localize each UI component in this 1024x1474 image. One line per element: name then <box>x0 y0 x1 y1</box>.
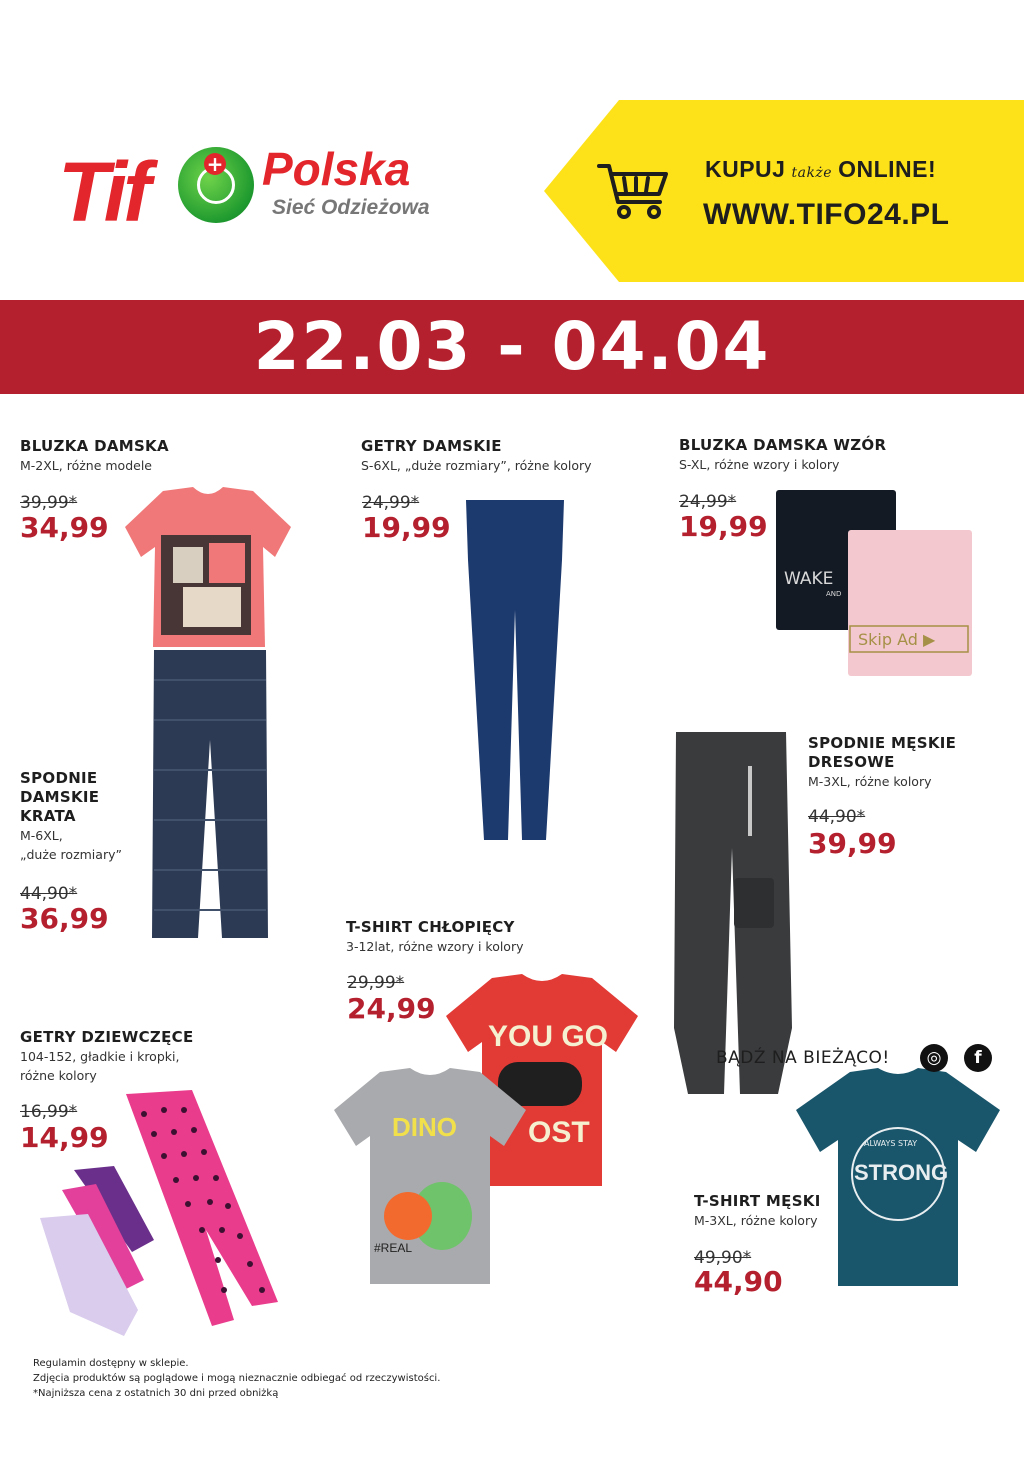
footer-note: Zdjęcia produktów są poglądowe i mogą nieznacznie odbiegać od rzeczywistości. <box>33 1373 441 1384</box>
instagram-icon[interactable]: ◎ <box>920 1044 948 1072</box>
product-new-price: 34,99 <box>20 511 109 544</box>
shirt-print-you-go: YOU GO <box>488 1020 609 1053</box>
patterned-blouses-image <box>774 488 974 678</box>
product-desc: „duże rozmiary” <box>20 847 122 862</box>
logo-tif-text: Tif <box>58 145 148 239</box>
product-desc: różne kolory <box>20 1068 97 1083</box>
product-mens-tracksuit-trousers[interactable] <box>808 734 956 791</box>
product-desc: M-3XL, różne kolory <box>694 1213 818 1228</box>
womens-leggings-image <box>460 500 570 850</box>
footer-notes <box>33 1356 440 1401</box>
product-old-price: 44,90* <box>20 884 78 904</box>
product-old-price: 24,99* <box>362 493 420 513</box>
shirt-print-wake: WAKE <box>784 569 834 589</box>
shirt-print-ost: OST <box>528 1116 590 1149</box>
product-name: BLUZKA DAMSKA <box>20 437 169 455</box>
product-name: GETRY DAMSKIE <box>361 437 502 455</box>
product-old-price: 24,99* <box>679 492 737 512</box>
product-name-line: DAMSKIE <box>20 788 100 806</box>
shop-online-prefix: KUPUJ <box>705 156 786 182</box>
product-desc: M-2XL, różne modele <box>20 458 152 473</box>
boys-tshirt-grey-image <box>330 1066 530 1288</box>
womens-plaid-trousers-image <box>150 650 270 942</box>
product-old-price: 39,99* <box>20 493 78 513</box>
stay-updated-text: BĄDŹ NA BIEŻĄCO! <box>716 1048 890 1068</box>
promo-date-range: 22.03 - 04.04 <box>253 308 771 385</box>
product-desc: M-6XL, <box>20 828 63 843</box>
product-new-price: 36,99 <box>20 902 109 935</box>
website-link[interactable]: WWW.TIFO24.PL <box>703 198 950 231</box>
product-name-line: DRESOWE <box>808 753 895 771</box>
logo-circle-icon <box>178 147 254 223</box>
product-new-price: 19,99 <box>679 510 768 543</box>
shop-online-suffix: ONLINE! <box>838 156 937 182</box>
product-old-price: 29,99* <box>347 973 405 993</box>
product-desc: S-6XL, „duże rozmiary”, różne kolory <box>361 458 592 473</box>
shirt-print-and: AND <box>826 590 842 598</box>
product-womens-leggings[interactable] <box>361 437 592 475</box>
product-name: GETRY DZIEWCZĘCE <box>20 1028 194 1046</box>
logo-subtitle: Sieć Odzieżowa <box>272 196 430 219</box>
product-desc: M-3XL, różne kolory <box>808 774 932 789</box>
footer-note: Regulamin dostępny w sklepie. <box>33 1358 189 1369</box>
product-new-price: 24,99 <box>347 992 436 1025</box>
shirt-print-skip-ad: Skip Ad ▶ <box>858 630 936 649</box>
product-new-price: 19,99 <box>362 511 451 544</box>
product-name: T-SHIRT MĘSKI <box>694 1192 821 1210</box>
product-new-price: 44,90 <box>694 1265 783 1298</box>
shop-online-text <box>705 156 936 183</box>
product-new-price: 14,99 <box>20 1121 109 1154</box>
product-patterned-blouse[interactable] <box>679 436 886 474</box>
shopping-cart-icon <box>596 160 670 222</box>
product-name-line: SPODNIE <box>20 769 98 787</box>
facebook-icon[interactable]: f <box>964 1044 992 1072</box>
product-desc: 104-152, gładkie i kropki, <box>20 1049 180 1064</box>
logo-plus-glyph: + <box>204 153 226 175</box>
product-old-price: 44,90* <box>808 807 866 827</box>
shirt-print-strong: STRONG <box>854 1160 949 1185</box>
shirt-print-real: #REAL <box>374 1241 413 1255</box>
mens-tracksuit-trousers-image <box>668 728 796 1100</box>
shirt-print-dino: DINO <box>392 1112 457 1142</box>
womens-blouse-image <box>123 487 293 667</box>
product-old-price: 49,90* <box>694 1248 752 1268</box>
product-name-line: KRATA <box>20 807 76 825</box>
product-girls-leggings[interactable] <box>20 1028 194 1085</box>
product-name: BLUZKA DAMSKA WZÓR <box>679 436 887 454</box>
shirt-print-always-stay: ALWAYS STAY <box>864 1139 918 1148</box>
footer-note: *Najniższa cena z ostatnich 30 dni przed obniżką <box>33 1388 279 1399</box>
product-old-price: 16,99* <box>20 1102 78 1122</box>
product-womens-blouse[interactable] <box>20 437 169 475</box>
product-boys-tshirt[interactable] <box>346 918 524 956</box>
product-womens-plaid-trousers[interactable] <box>20 769 122 864</box>
mens-tshirt-image <box>792 1068 1004 1290</box>
product-mens-tshirt[interactable] <box>694 1192 821 1230</box>
product-new-price: 39,99 <box>808 827 897 860</box>
shop-online-also: także <box>791 165 833 181</box>
product-name-line: SPODNIE MĘSKIE <box>808 734 957 752</box>
product-desc: 3-12lat, różne wzory i kolory <box>346 939 524 954</box>
product-desc: S-XL, różne wzory i kolory <box>679 457 840 472</box>
logo-polska: Polska <box>262 143 411 195</box>
product-name: T-SHIRT CHŁOPIĘCY <box>346 918 515 936</box>
